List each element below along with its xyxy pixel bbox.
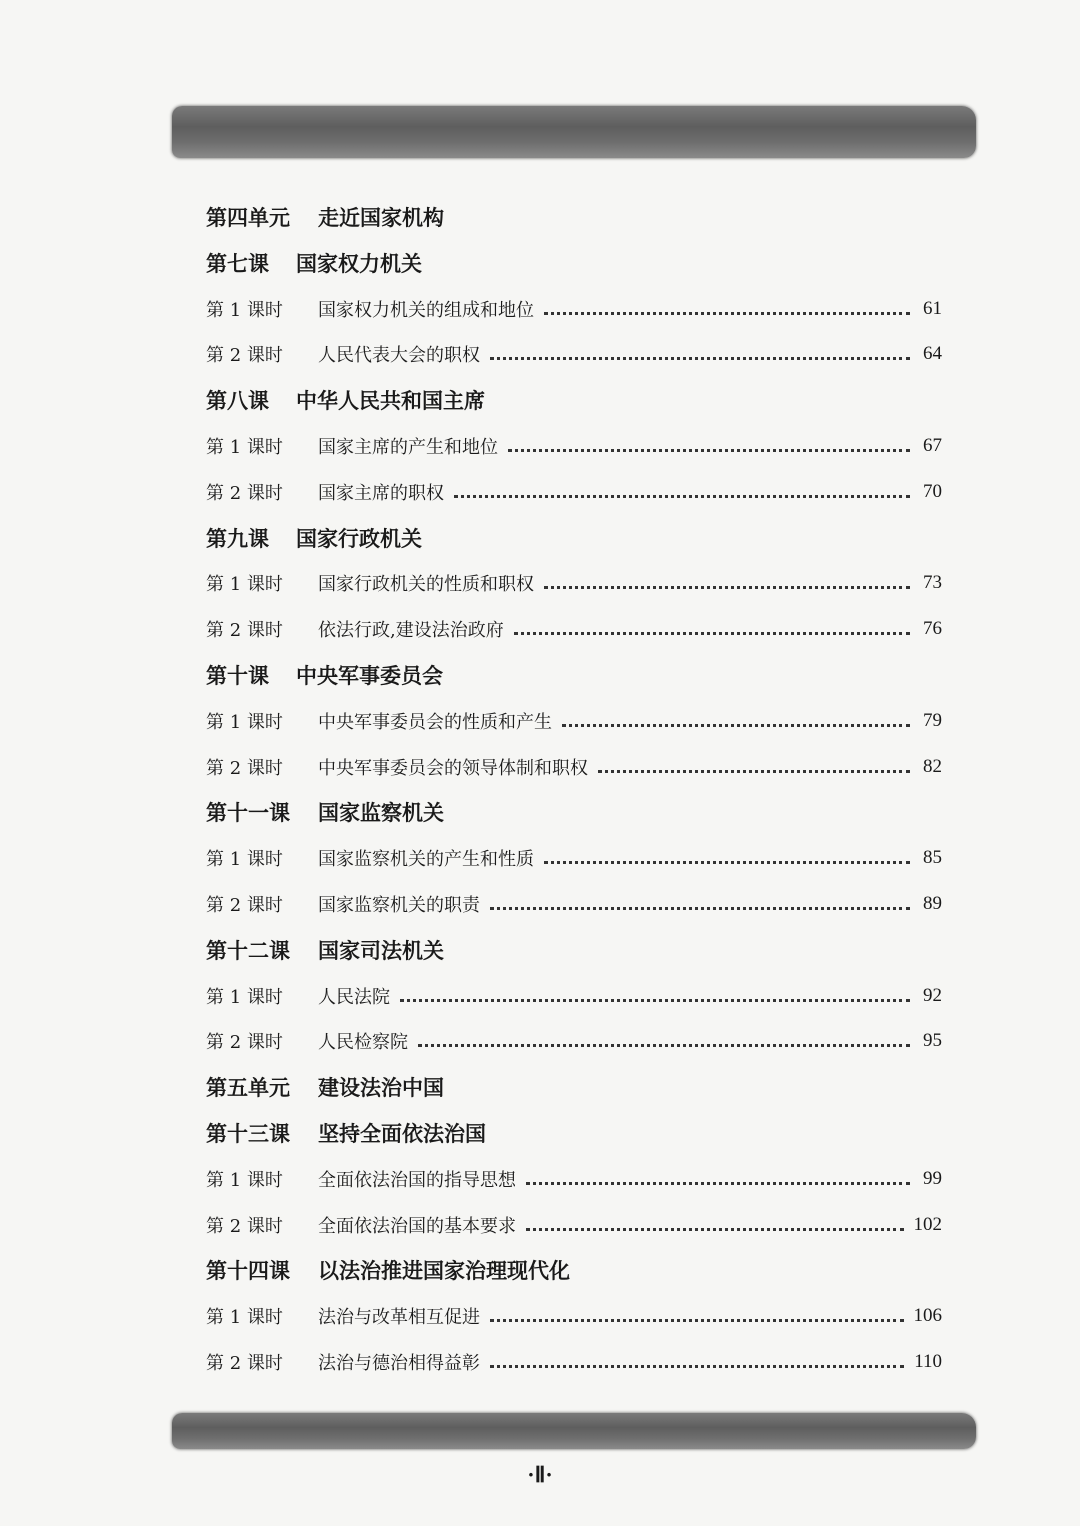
toc-entry-title: 人民法院 — [318, 987, 390, 1008]
toc-entry-page-number: 102 — [913, 1214, 942, 1235]
lesson-number: 第九课 — [206, 527, 269, 551]
unit-title: 走近国家机构 — [318, 206, 444, 230]
toc-dot-leader — [490, 905, 910, 910]
lesson-title: 以法治推进国家治理现代化 — [318, 1259, 570, 1283]
toc-dot-leader — [562, 722, 910, 727]
toc-entry-title: 全面依法治国的基本要求 — [318, 1216, 516, 1237]
lesson-title: 国家监察机关 — [318, 801, 444, 825]
toc-entry-period: 第 2 课时 — [206, 895, 283, 916]
toc-entry-period: 第 2 课时 — [206, 345, 283, 366]
toc-entry-period: 第 2 课时 — [206, 1032, 283, 1053]
toc-entry-period: 第 2 课时 — [206, 758, 283, 779]
toc-dot-leader — [514, 630, 910, 635]
toc-dot-leader — [544, 584, 910, 589]
toc-dot-leader — [526, 1180, 910, 1185]
toc-entry — [206, 337, 942, 371]
toc-entry — [206, 887, 942, 921]
toc-entry-period: 第 1 课时 — [206, 300, 283, 321]
toc-entry-page-number: 67 — [923, 435, 942, 456]
toc-entry — [206, 1024, 942, 1058]
toc-entry-title: 法治与改革相互促进 — [318, 1307, 480, 1328]
toc-entry — [206, 1345, 942, 1379]
toc-entry — [206, 704, 942, 738]
lesson-title: 国家行政机关 — [296, 527, 422, 551]
toc-entry-page-number: 110 — [914, 1351, 942, 1372]
toc-entry-period: 第 1 课时 — [206, 437, 283, 458]
unit-title: 建设法治中国 — [318, 1076, 444, 1100]
lesson-title: 国家权力机关 — [296, 252, 422, 276]
toc-entry-period: 第 2 课时 — [206, 620, 283, 641]
toc-unit-heading — [206, 1070, 942, 1104]
toc-dot-leader — [508, 447, 910, 452]
toc-lesson-heading — [206, 246, 942, 280]
toc-entry-page-number: 99 — [923, 1168, 942, 1189]
toc-entry-period: 第 2 课时 — [206, 1216, 283, 1237]
toc-entry-page-number: 82 — [923, 756, 942, 777]
toc-entry-title: 中央军事委员会的性质和产生 — [318, 712, 552, 733]
toc-lesson-heading — [206, 658, 942, 692]
toc-lesson-heading — [206, 933, 942, 967]
toc-entry-period: 第 2 课时 — [206, 483, 283, 504]
toc-entry-page-number: 89 — [923, 893, 942, 914]
unit-number: 第五单元 — [206, 1076, 290, 1100]
toc-entry — [206, 1299, 942, 1333]
toc-entry — [206, 750, 942, 784]
toc-entry-period: 第 2 课时 — [206, 1353, 283, 1374]
toc-entry — [206, 1162, 942, 1196]
toc-entry-title: 国家监察机关的产生和性质 — [318, 849, 534, 870]
toc-entry-title: 依法行政,建设法治政府 — [318, 620, 504, 641]
toc-entry — [206, 979, 942, 1013]
page-number: ·Ⅱ· — [527, 1462, 553, 1487]
toc-entry-title: 国家权力机关的组成和地位 — [318, 300, 534, 321]
header-decorative-band — [172, 106, 976, 158]
lesson-title: 坚持全面依法治国 — [318, 1122, 486, 1146]
lesson-title: 国家司法机关 — [318, 939, 444, 963]
toc-lesson-heading — [206, 1116, 942, 1150]
toc-entry-period: 第 1 课时 — [206, 712, 283, 733]
lesson-number: 第十三课 — [206, 1122, 290, 1146]
toc-entry-period: 第 1 课时 — [206, 987, 283, 1008]
toc-entry-title: 国家监察机关的职责 — [318, 895, 480, 916]
toc-entry — [206, 475, 942, 509]
toc-dot-leader — [526, 1226, 904, 1231]
toc-entry-page-number: 61 — [923, 298, 942, 319]
toc-entry-page-number: 85 — [923, 847, 942, 868]
toc-entry-page-number: 76 — [923, 618, 942, 639]
toc-entry-title: 中央军事委员会的领导体制和职权 — [318, 758, 588, 779]
toc-entry-page-number: 92 — [923, 985, 942, 1006]
toc-lesson-heading — [206, 795, 942, 829]
toc-entry-period: 第 1 课时 — [206, 849, 283, 870]
footer-decorative-band — [172, 1413, 976, 1449]
toc-entry-title: 人民检察院 — [318, 1032, 408, 1053]
toc-entry-title: 人民代表大会的职权 — [318, 345, 480, 366]
lesson-number: 第十一课 — [206, 801, 290, 825]
toc-entry — [206, 612, 942, 646]
toc-dot-leader — [490, 1317, 904, 1322]
toc-entry-page-number: 95 — [923, 1030, 942, 1051]
toc-entry — [206, 429, 942, 463]
toc-dot-leader — [454, 493, 910, 498]
toc-entry-page-number: 64 — [923, 343, 942, 364]
toc-entry — [206, 566, 942, 600]
toc-entry-page-number: 70 — [923, 481, 942, 502]
toc-dot-leader — [544, 310, 910, 315]
toc-entry-title: 法治与德治相得益彰 — [318, 1353, 480, 1374]
toc-entry-title: 国家行政机关的性质和职权 — [318, 574, 534, 595]
toc-entry-period: 第 1 课时 — [206, 1170, 283, 1191]
unit-number: 第四单元 — [206, 206, 290, 230]
toc-dot-leader — [544, 859, 910, 864]
toc-dot-leader — [490, 355, 910, 360]
lesson-number: 第十四课 — [206, 1259, 290, 1283]
toc-entry-page-number: 106 — [913, 1305, 942, 1326]
toc-lesson-heading — [206, 1253, 942, 1287]
toc-dot-leader — [400, 997, 910, 1002]
toc-entry-page-number: 79 — [923, 710, 942, 731]
toc-entry — [206, 292, 942, 326]
lesson-title: 中华人民共和国主席 — [296, 389, 485, 413]
toc-entry-period: 第 1 课时 — [206, 574, 283, 595]
toc-dot-leader — [418, 1042, 910, 1047]
toc-entry-title: 国家主席的职权 — [318, 483, 444, 504]
toc-lesson-heading — [206, 521, 942, 555]
lesson-number: 第八课 — [206, 389, 269, 413]
toc-dot-leader — [490, 1363, 904, 1368]
toc-dot-leader — [598, 768, 910, 773]
lesson-number: 第七课 — [206, 252, 269, 276]
toc-entry-page-number: 73 — [923, 572, 942, 593]
lesson-title: 中央军事委员会 — [296, 664, 443, 688]
lesson-number: 第十二课 — [206, 939, 290, 963]
toc-lesson-heading — [206, 383, 942, 417]
toc-entry-period: 第 1 课时 — [206, 1307, 283, 1328]
toc-entry — [206, 1208, 942, 1242]
toc-entry-title: 国家主席的产生和地位 — [318, 437, 498, 458]
toc-unit-heading — [206, 200, 942, 234]
toc-entry — [206, 841, 942, 875]
lesson-number: 第十课 — [206, 664, 269, 688]
toc-entry-title: 全面依法治国的指导思想 — [318, 1170, 516, 1191]
